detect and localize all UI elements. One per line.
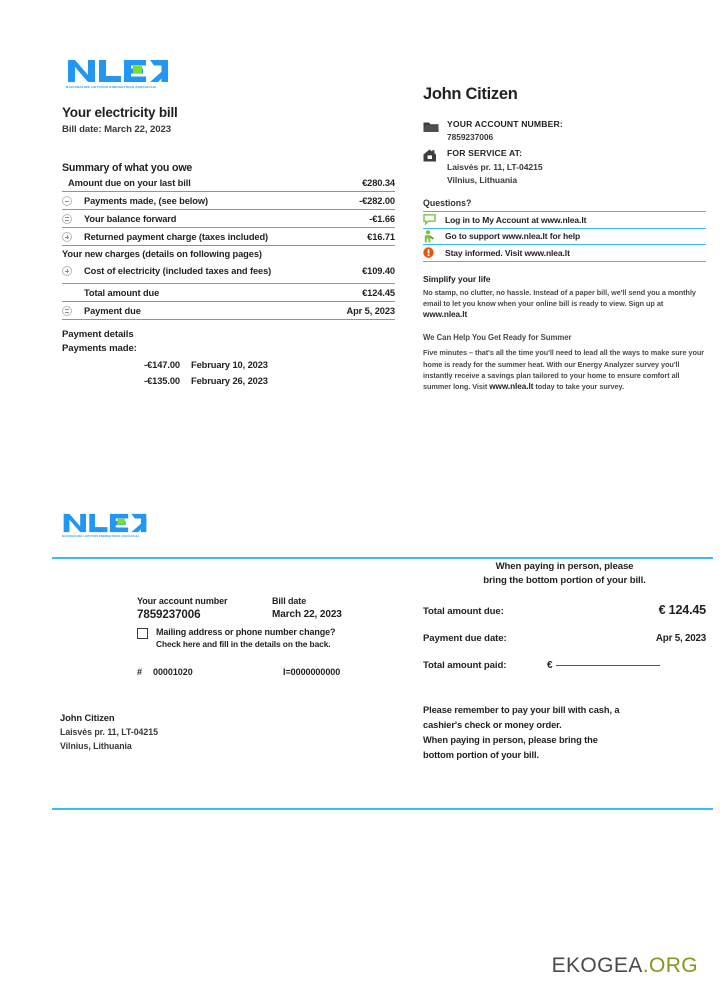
watermark-primary: EKOGEA bbox=[551, 954, 643, 977]
speech-bubble-icon bbox=[423, 214, 445, 225]
promo-body-text: No stamp, no clutter, no hassle. Instead of a paper bill, we'll send you a monthly email to let you know when your online bill is ready to view. Sign up at bbox=[423, 287, 696, 308]
stub-note-line-1: Please remember to pay your bill with cash, a bbox=[423, 705, 620, 715]
service-address-label: FOR SERVICE AT: bbox=[447, 148, 523, 158]
watermark-suffix: .ORG bbox=[642, 954, 698, 977]
row-amount: €280.34 bbox=[362, 177, 395, 188]
address-line-2: Vilnius, Lithuania bbox=[447, 175, 518, 185]
address-change-row[interactable] bbox=[137, 627, 427, 649]
summary-row-payments-made bbox=[62, 192, 395, 209]
promo-body-2-text: Five minutes – that's all the time you'll need to lead all the ways to make sure your home is ready for the summer heat. With our Energy Analyzer survey you'll instantly receive a savings plan tailored to your home to ensure comfort all summer long. Visit bbox=[423, 348, 705, 392]
promo-body-2-tail: today to take your survey. bbox=[533, 382, 624, 392]
summary-row-total-due bbox=[62, 284, 395, 301]
bill-summary-column bbox=[62, 105, 395, 386]
equals-circle-icon bbox=[62, 214, 84, 224]
currency-symbol: € bbox=[547, 660, 553, 671]
payment-date: February 26, 2023 bbox=[191, 376, 268, 386]
row-amount: -€1.66 bbox=[369, 213, 395, 224]
stub-due-date-value: Apr 5, 2023 bbox=[655, 633, 706, 644]
stub-addr-line-2: Vilnius, Lithuania bbox=[60, 741, 132, 751]
equals-circle-icon bbox=[62, 306, 84, 316]
row-amount: €109.40 bbox=[362, 265, 395, 276]
stub-amount-paid-label: Total amount paid: bbox=[423, 660, 507, 671]
stub-bottom-divider bbox=[52, 808, 713, 810]
customer-name: John Citizen bbox=[423, 85, 518, 103]
row-label: Amount due on your last bill bbox=[68, 177, 191, 188]
payment-amount: -€135.00 bbox=[144, 376, 180, 386]
question-row-stay-informed[interactable] bbox=[423, 245, 706, 261]
account-number-label: YOUR ACCOUNT NUMBER: bbox=[447, 119, 563, 129]
stub-addr-line-1: Laisvės pr. 11, LT-04215 bbox=[60, 727, 158, 737]
summary-row-payment-due bbox=[62, 302, 395, 319]
stub-payment-note bbox=[423, 703, 706, 763]
stub-account-block bbox=[137, 596, 272, 621]
stub-billdate-block bbox=[272, 596, 422, 621]
address-change-hint: Check here and fill in the details on the back. bbox=[156, 639, 331, 649]
stub-right-column bbox=[423, 560, 706, 763]
stub-addr-name: John Citizen bbox=[60, 712, 115, 723]
minus-circle-icon bbox=[62, 196, 84, 206]
stub-note-line-2: cashier's check or money order. bbox=[423, 720, 562, 730]
account-number-row bbox=[423, 119, 706, 142]
amount-paid-input[interactable] bbox=[556, 665, 660, 666]
promo-heading: Simplify your life bbox=[423, 273, 491, 284]
stub-header-line-2: bring the bottom portion of your bill. bbox=[483, 574, 646, 586]
stub-reference-number: 00001020 bbox=[153, 667, 193, 677]
support-person-icon bbox=[423, 230, 445, 243]
promo-body-2 bbox=[423, 347, 706, 393]
new-charges-heading: Your new charges (details on following pages) bbox=[62, 249, 262, 259]
stub-reference-code: I=0000000000 bbox=[283, 667, 341, 677]
stub-mailing-address bbox=[60, 712, 158, 751]
plus-circle-icon bbox=[62, 232, 84, 242]
promo-link-2[interactable]: www.nlea.lt bbox=[489, 382, 534, 392]
row-label: Total amount due bbox=[84, 287, 160, 298]
logo-subtitle: NACIONALINĖ LIETUVOS ENERGETIKOS ASOCIACIJA bbox=[66, 85, 157, 89]
summary-row-cost-electricity bbox=[62, 262, 395, 279]
nlea-logo-stub bbox=[62, 512, 148, 538]
row-label: Your balance forward bbox=[84, 213, 177, 224]
divider bbox=[423, 261, 706, 262]
watermark bbox=[552, 954, 698, 978]
stub-amount-paid-row[interactable] bbox=[423, 660, 706, 671]
divider bbox=[62, 319, 395, 320]
hash-symbol: # bbox=[137, 667, 142, 677]
stub-bill-date-value: March 22, 2023 bbox=[272, 609, 342, 620]
row-label: Payment due bbox=[84, 305, 141, 316]
question-text: Log in to My Account at www.nlea.lt bbox=[445, 214, 587, 225]
promo-body bbox=[423, 287, 706, 321]
summary-row-balance-forward bbox=[62, 210, 395, 227]
payment-entry bbox=[62, 360, 395, 370]
row-amount: Apr 5, 2023 bbox=[346, 305, 395, 316]
alert-circle-icon bbox=[423, 247, 445, 258]
account-block bbox=[423, 119, 706, 185]
question-text: Go to support www.nlea.lt for help bbox=[445, 231, 581, 242]
questions-heading: Questions? bbox=[423, 198, 472, 208]
bill-date: Bill date: March 22, 2023 bbox=[62, 124, 171, 135]
nlea-logo-mark-stub bbox=[62, 512, 148, 534]
question-row-support[interactable] bbox=[423, 229, 706, 245]
promo-link[interactable]: www.nlea.lt bbox=[423, 309, 468, 319]
stub-note-line-3: When paying in person, please bring the bbox=[423, 735, 598, 745]
service-address-row bbox=[423, 148, 706, 185]
page-title: Your electricity bill bbox=[62, 105, 178, 120]
plus-circle-icon bbox=[62, 266, 84, 276]
folder-icon bbox=[423, 119, 447, 138]
question-text: Stay informed. Visit www.nlea.lt bbox=[445, 247, 570, 258]
house-icon bbox=[423, 148, 447, 167]
nlea-logo-mark bbox=[66, 58, 170, 84]
stub-account-label: Your account number bbox=[137, 596, 228, 606]
address-change-label: Mailing address or phone number change? bbox=[156, 627, 336, 637]
customer-info-column bbox=[423, 85, 706, 393]
summary-heading: Summary of what you owe bbox=[62, 162, 193, 174]
row-amount: €124.45 bbox=[362, 287, 395, 298]
stub-reference-row bbox=[137, 667, 427, 677]
stub-note-line-4: bottom portion of your bill. bbox=[423, 750, 539, 760]
payment-date: February 10, 2023 bbox=[191, 360, 268, 370]
stub-due-date-label: Payment due date: bbox=[423, 633, 507, 644]
stub-account-value: 7859237006 bbox=[137, 608, 201, 621]
stub-total-due-value: € 124.45 bbox=[658, 603, 706, 617]
row-label: Payments made, (see below) bbox=[84, 195, 208, 206]
stub-header-note bbox=[423, 560, 706, 587]
account-number-value: 7859237006 bbox=[447, 132, 494, 142]
summary-row-returned-charge bbox=[62, 228, 395, 245]
stub-total-due-row bbox=[423, 603, 706, 617]
stub-top-divider bbox=[52, 557, 713, 559]
nlea-logo-top bbox=[66, 58, 170, 89]
promo-heading-2: We Can Help You Get Ready for Summer bbox=[423, 333, 572, 343]
stub-total-due-label: Total amount due: bbox=[423, 606, 504, 617]
payment-amount: -€147.00 bbox=[144, 360, 180, 370]
question-row-login[interactable] bbox=[423, 212, 706, 228]
address-change-checkbox[interactable] bbox=[137, 628, 148, 639]
row-label: Returned payment charge (taxes included) bbox=[84, 231, 269, 242]
address-line-1: Laisvės pr. 11, LT-04215 bbox=[447, 162, 543, 172]
payment-entry bbox=[62, 376, 395, 386]
payments-made-heading: Payments made: bbox=[62, 343, 137, 354]
row-label: Cost of electricity (included taxes and fees) bbox=[84, 265, 272, 276]
row-amount: €16.71 bbox=[367, 231, 395, 242]
payment-details-heading: Payment details bbox=[62, 329, 134, 340]
logo-subtitle-stub: NACIONALINĖ LIETUVOS ENERGETIKOS ASOCIACIJA bbox=[62, 535, 140, 538]
stub-header-line-1: When paying in person, please bbox=[495, 561, 634, 572]
stub-due-date-row bbox=[423, 633, 706, 644]
row-amount: -€282.00 bbox=[359, 195, 395, 206]
stub-bill-date-label: Bill date bbox=[272, 596, 307, 606]
summary-row-last-bill bbox=[62, 174, 395, 191]
stub-left-column bbox=[137, 596, 427, 677]
